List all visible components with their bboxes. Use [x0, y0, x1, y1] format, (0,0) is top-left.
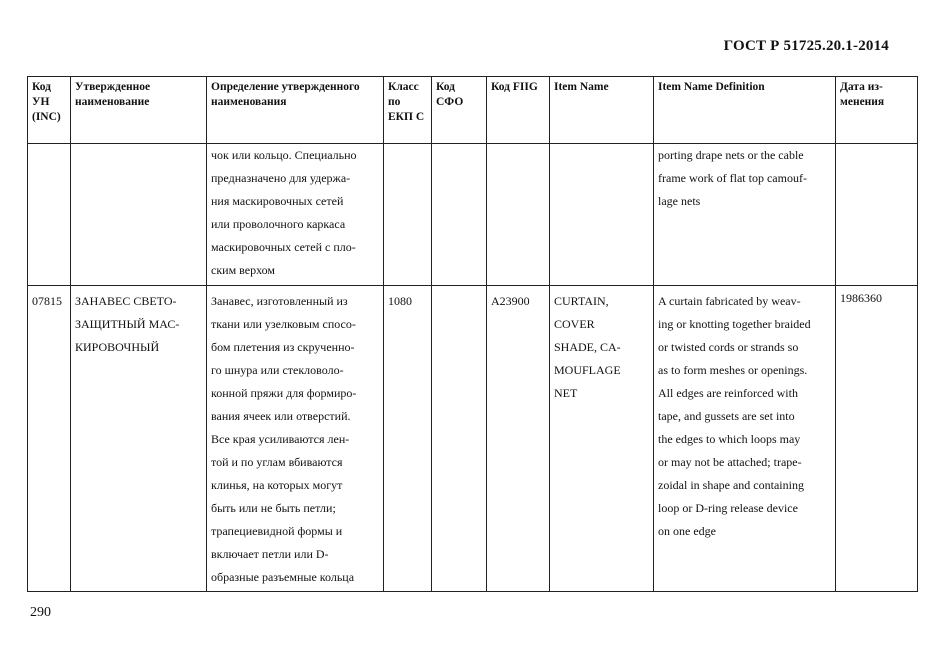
text-line: MOUFLAGE [554, 363, 621, 377]
text-line: трапециевидной формы и [211, 524, 343, 538]
ekps-class-value: 1080 [388, 294, 412, 308]
text-line: porting drape nets or the cable [658, 148, 804, 162]
text-line: го шнура или стекловоло- [211, 363, 344, 377]
column-header-sfo-code: Код СФО [432, 77, 487, 144]
column-header-ekps-class: Класс по ЕКП С [384, 77, 432, 144]
cell-approved-name [71, 286, 207, 592]
text-line: NET [554, 386, 578, 400]
cell-change-date [836, 286, 918, 592]
text-line: A curtain fabricated by weav- [658, 294, 801, 308]
text-line: ing or knotting together braided [658, 317, 811, 331]
text-line: CURTAIN, [554, 294, 609, 308]
table-row-continuation [28, 144, 918, 286]
text-line: All edges are reinforced with [658, 386, 798, 400]
column-header-inc: Код УН (INC) [28, 77, 71, 144]
text-line: or may not be attached; trape- [658, 455, 802, 469]
text-line: образные разъемные кольца [211, 570, 355, 584]
cell-definition-ru [207, 144, 384, 286]
text-line: конной пряжи для формиро- [211, 386, 357, 400]
text-line: вания ячеек или отверстий. [211, 409, 351, 423]
change-date-value: 1986360 [840, 291, 882, 305]
cell-inc [28, 144, 71, 286]
inc-code: 07815 [32, 294, 62, 308]
text-line: ЗАЩИТНЫЙ МАС- [75, 317, 180, 331]
cell-item-name [550, 144, 654, 286]
text-line: ткани или узелковым спосо- [211, 317, 356, 331]
column-header-item-name-definition: Item Name Definition [654, 77, 836, 144]
text-line: or twisted cords or strands so [658, 340, 799, 354]
cell-change-date [836, 144, 918, 286]
text-line: the edges to which loops may [658, 432, 801, 446]
cell-item-name [550, 286, 654, 592]
text-line: as to form meshes or openings. [658, 363, 808, 377]
cell-inc [28, 286, 71, 592]
cell-sfo-code [432, 144, 487, 286]
cell-definition-ru [207, 286, 384, 592]
text-line: lage nets [658, 194, 701, 208]
text-line: ским верхом [211, 263, 276, 277]
cell-definition-en [654, 286, 836, 592]
text-line: Занавес, изготовленный из [211, 294, 348, 308]
cell-fiig-code [487, 286, 550, 592]
text-line: frame work of flat top camouf- [658, 171, 807, 185]
column-header-item-name: Item Name [550, 77, 654, 144]
cell-sfo-code [432, 286, 487, 592]
text-line: предназначено для удержа- [211, 171, 351, 185]
text-line: ния маскировочных сетей [211, 194, 344, 208]
text-line: SHADE, CA- [554, 340, 621, 354]
items-table [27, 76, 918, 592]
text-line: tape, and gussets are set into [658, 409, 795, 423]
text-line: КИРОВОЧНЫЙ [75, 340, 160, 354]
document-title: ГОСТ Р 51725.20.1-2014 [723, 38, 889, 54]
page-number: 290 [30, 605, 51, 620]
text-line: или проволочного каркаса [211, 217, 346, 231]
text-line: on one edge [658, 524, 716, 538]
column-header-fiig-code: Код FIIG [487, 77, 550, 144]
text-line: Все края усиливаются лен- [211, 432, 350, 446]
text-line: ЗАНАВЕС СВЕТО- [75, 294, 177, 308]
text-line: той и по углам вбиваются [211, 455, 343, 469]
text-line: чок или кольцо. Специально [211, 148, 357, 162]
text-line: loop or D-ring release device [658, 501, 798, 515]
table-header-row [28, 77, 918, 144]
cell-fiig-code [487, 144, 550, 286]
fiig-code-value: A23900 [491, 294, 530, 308]
column-header-change-date: Дата из-менения [836, 77, 918, 144]
text-line: zoidal in shape and containing [658, 478, 804, 492]
table-row-07815 [28, 286, 918, 592]
column-header-name-definition: Определение утвержденного наименования [207, 77, 384, 144]
text-line: включает петли или D- [211, 547, 329, 561]
text-line: COVER [554, 317, 595, 331]
text-line: бом плетения из скрученно- [211, 340, 355, 354]
cell-ekps-class [384, 144, 432, 286]
cell-definition-en [654, 144, 836, 286]
text-line: быть или не быть петли; [211, 501, 336, 515]
text-line: клинья, на которых могут [211, 478, 343, 492]
column-header-approved-name: Утвержденное наименование [71, 77, 207, 144]
cell-approved-name [71, 144, 207, 286]
text-line: маскировочных сетей с пло- [211, 240, 356, 254]
cell-ekps-class [384, 286, 432, 592]
